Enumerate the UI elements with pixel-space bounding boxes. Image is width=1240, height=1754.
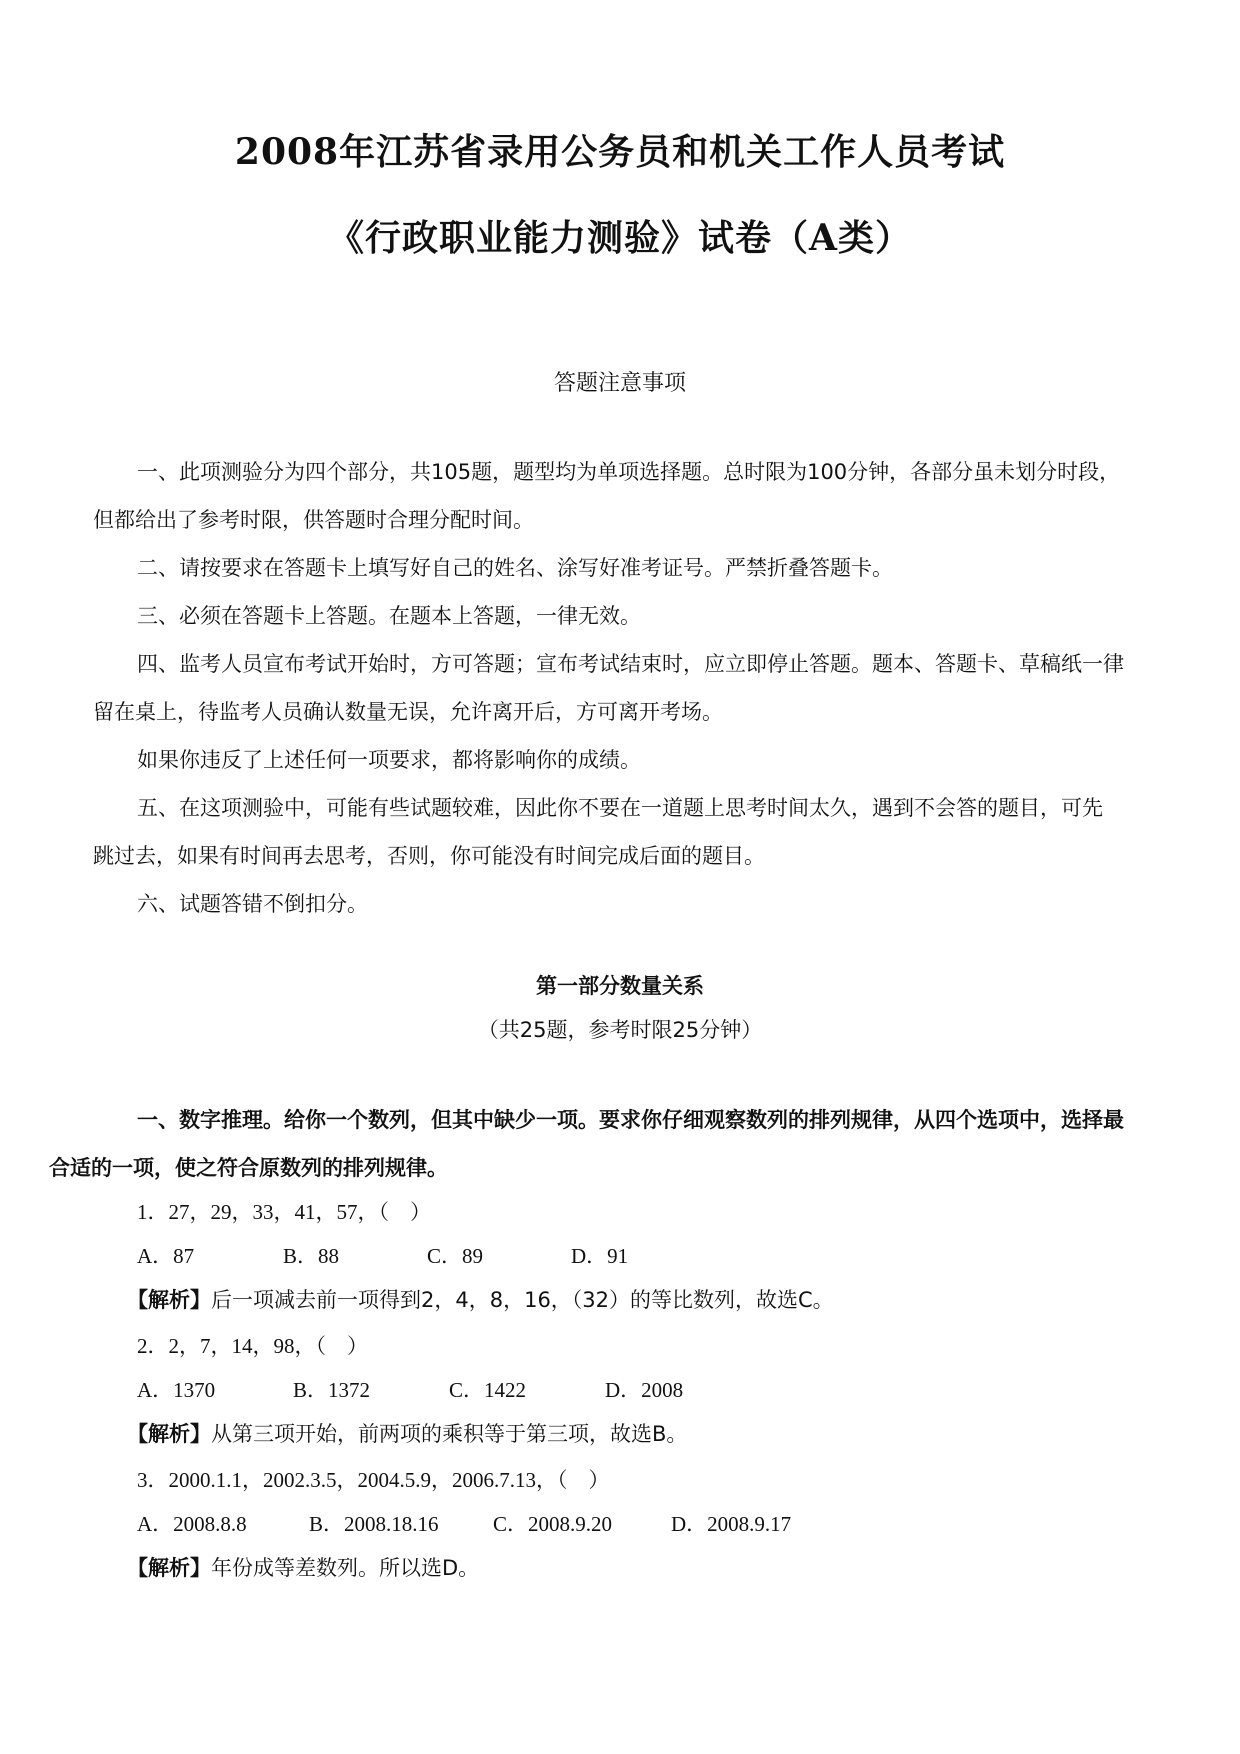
- question-3-stem: [137, 1464, 610, 1494]
- analysis-text: 从第三项开始，前两项的乘积等于第三项，故选B。: [211, 1422, 688, 1446]
- notice-item-6: 六、试题答错不倒扣分。: [137, 892, 368, 916]
- exam-subtitle: 《行政职业能力测验》试卷（A类）: [328, 217, 912, 259]
- question-stem-text: 2．2，7，14，98，（ ）: [137, 1334, 368, 1358]
- question-3-analysis: [127, 1552, 480, 1582]
- option-d: D．2008: [605, 1378, 684, 1402]
- option-c: C．2008.9.20: [493, 1512, 613, 1536]
- analysis-tag: 【解析】: [127, 1288, 211, 1312]
- question-1-stem: [137, 1196, 431, 1226]
- question-2-stem: [137, 1330, 368, 1360]
- part-title: 第一部分数量关系: [536, 974, 704, 998]
- notice-item-2: 二、请按要求在答题卡上填写好自己的姓名、涂写好准考证号。严禁折叠答题卡。: [137, 556, 893, 580]
- analysis-text: 年份成等差数列。所以选D。: [211, 1556, 480, 1580]
- notice-item-4: 四、监考人员宣布考试开始时，方可答题；宣布考试结束时，应立即停止答题。题本、答题卡、草稿纸一律: [137, 652, 1124, 676]
- notice-body: [93, 448, 1163, 928]
- question-stem-text: 1．27，29，33，41，57，（ ）: [137, 1200, 431, 1224]
- analysis-tag: 【解析】: [127, 1556, 211, 1580]
- option-b: B．1372: [293, 1378, 371, 1402]
- option-b: B．2008.18.16: [309, 1512, 439, 1536]
- option-d: D．2008.9.17: [671, 1512, 792, 1536]
- notice-item-3: 三、必须在答题卡上答题。在题本上答题，一律无效。: [137, 604, 641, 628]
- option-d: D．91: [571, 1244, 629, 1268]
- section-intro-line2: 合适的一项，使之符合原数列的排列规律。: [49, 1156, 448, 1180]
- option-b: B．88: [283, 1244, 340, 1268]
- notice-item-5-cont: 跳过去，如果有时间再去思考，否则，你可能没有时间完成后面的题目。: [93, 844, 765, 868]
- exam-title: 2008年江苏省录用公务员和机关工作人员考试: [234, 131, 1006, 173]
- question-2-analysis: [127, 1418, 688, 1448]
- option-a: A．1370: [137, 1378, 216, 1402]
- notice-item-5: 五、在这项测验中，可能有些试题较难，因此你不要在一道题上思考时间太久，遇到不会答的题目，可先: [137, 796, 1103, 820]
- question-stem-text: 3．2000.1.1，2002.3.5，2004.5.9，2006.7.13，（ ）: [137, 1468, 610, 1492]
- option-c: C．89: [427, 1244, 484, 1268]
- question-1-analysis: [127, 1284, 834, 1314]
- section-intro: [49, 1096, 1163, 1192]
- analysis-text: 后一项减去前一项得到2，4，8，16，（32）的等比数列，故选C。: [211, 1288, 834, 1312]
- part-subtitle: （共25题，参考时限25分钟）: [477, 1018, 763, 1042]
- notice-item-4-cont: 留在桌上，待监考人员确认数量无误，允许离开后，方可离开考场。: [93, 700, 723, 724]
- notice-item-1-cont: 但都给出了参考时限，供答题时合理分配时间。: [93, 508, 534, 532]
- analysis-tag: 【解析】: [127, 1422, 211, 1446]
- option-a: A．87: [137, 1244, 195, 1268]
- section-intro-line1: 一、数字推理。给你一个数列，但其中缺少一项。要求你仔细观察数列的排列规律，从四个选项中，选择最: [137, 1108, 1124, 1132]
- notice-warning: 如果你违反了上述任何一项要求，都将影响你的成绩。: [137, 748, 641, 772]
- notice-item-1: 一、此项测验分为四个部分，共105题，题型均为单项选择题。总时限为100分钟，各部分虽未划分时段，: [137, 460, 1121, 484]
- option-c: C．1422: [449, 1378, 527, 1402]
- option-a: A．2008.8.8: [137, 1512, 247, 1536]
- notice-heading: 答题注意事项: [553, 371, 686, 396]
